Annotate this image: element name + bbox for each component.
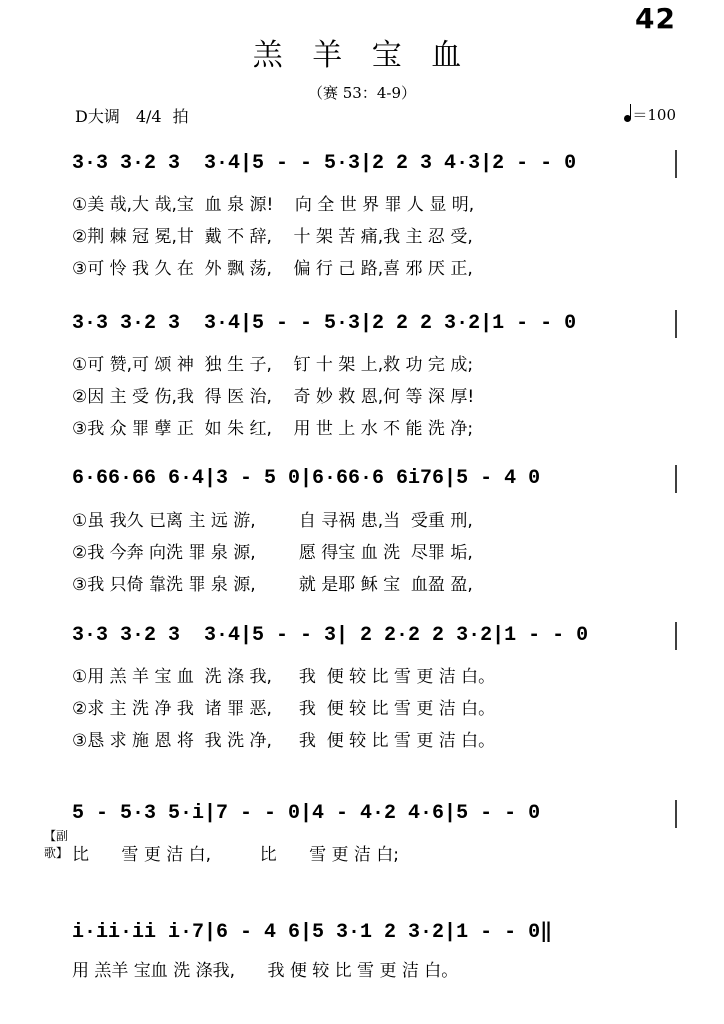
system-2-lyric-1: ①可 赞,可 颂 神 独 生 子, 钉 十 架 上,救 功 完 成; xyxy=(72,355,474,375)
tempo-value: ＝100 xyxy=(632,106,676,124)
system-2-lyric-3: ③我 众 罪 孽 正 如 朱 红, 用 世 上 水 不 能 洗 净; xyxy=(72,419,474,439)
system-5-notes: 5 - 5·3 5·i|7 - - 0|4 - 4·2 4·6|5 - - 0 xyxy=(72,802,541,825)
system-6-notes: i·ii·ii i·7|6 - 4 6|5 3·1 2 3·2|1 - - 0‖ xyxy=(72,921,553,944)
system-3-notes: 6·66·66 6·4|3 - 5 0|6·66·6 6i76|5 - 4 0 xyxy=(72,467,541,490)
chorus-label: 【副歌】 xyxy=(44,829,69,860)
system-5-lyric-1: 比 雪 更 洁 白, 比 雪 更 洁 白; xyxy=(72,845,400,865)
system-3-lyric-2: ②我 今奔 向洗 罪 泉 源, 愿 得宝 血 洗 尽罪 垢, xyxy=(72,543,473,563)
system-3-lyric-1: ①虽 我久 已离 主 远 游, 自 寻祸 患,当 受重 刑, xyxy=(72,511,473,531)
system-4-lyric-3: ③恳 求 施 恩 将 我 洗 净, 我 便 较 比 雪 更 洁 白。 xyxy=(72,731,496,751)
system-1-notes: 3·3 3·2 3 3·4|5 - - 5·3|2 2 3 4·3|2 - - 0 xyxy=(72,152,577,175)
system-4-lyric-1: ①用 羔 羊 宝 血 洗 涤 我, 我 便 较 比 雪 更 洁 白。 xyxy=(72,667,496,687)
system-3-lyric-3: ③我 只倚 靠洗 罪 泉 源, 就 是耶 稣 宝 血盈 盈, xyxy=(72,575,473,595)
system-1-lyric-1: ①美 哉,大 哉,宝 血 泉 源! 向 全 世 界 罪 人 显 明, xyxy=(72,195,475,215)
song-title: 羔 羊 宝 血 xyxy=(252,38,472,73)
system-6-lyric-1: 用 羔羊 宝血 洗 涤我, 我 便 较 比 雪 更 洁 白。 xyxy=(72,961,459,981)
key-signature: D大调 4/4 拍 xyxy=(75,107,189,126)
system-1-lyric-2: ②荆 棘 冠 冕,甘 戴 不 辞, 十 架 苦 痛,我 主 忍 受, xyxy=(72,227,473,247)
system-2-notes: 3·3 3·2 3 3·4|5 - - 5·3|2 2 2 3·2|1 - - 0 xyxy=(72,312,577,335)
system-1-lyric-3: ③可 怜 我 久 在 外 飘 荡, 偏 行 己 路,喜 邪 厌 正, xyxy=(72,259,473,279)
system-4-lyric-2: ②求 主 洗 净 我 诸 罪 恶, 我 便 较 比 雪 更 洁 白。 xyxy=(72,699,496,719)
page-number: 42 xyxy=(635,2,676,35)
scripture-reference: （赛 53：4-9） xyxy=(307,84,416,102)
system-4-notes: 3·3 3·2 3 3·4|5 - - 3| 2 2·2 2 3·2|1 - - 0 xyxy=(72,624,589,647)
system-2-lyric-2: ②因 主 受 伤,我 得 医 治, 奇 妙 救 恩,何 等 深 厚! xyxy=(72,387,475,407)
